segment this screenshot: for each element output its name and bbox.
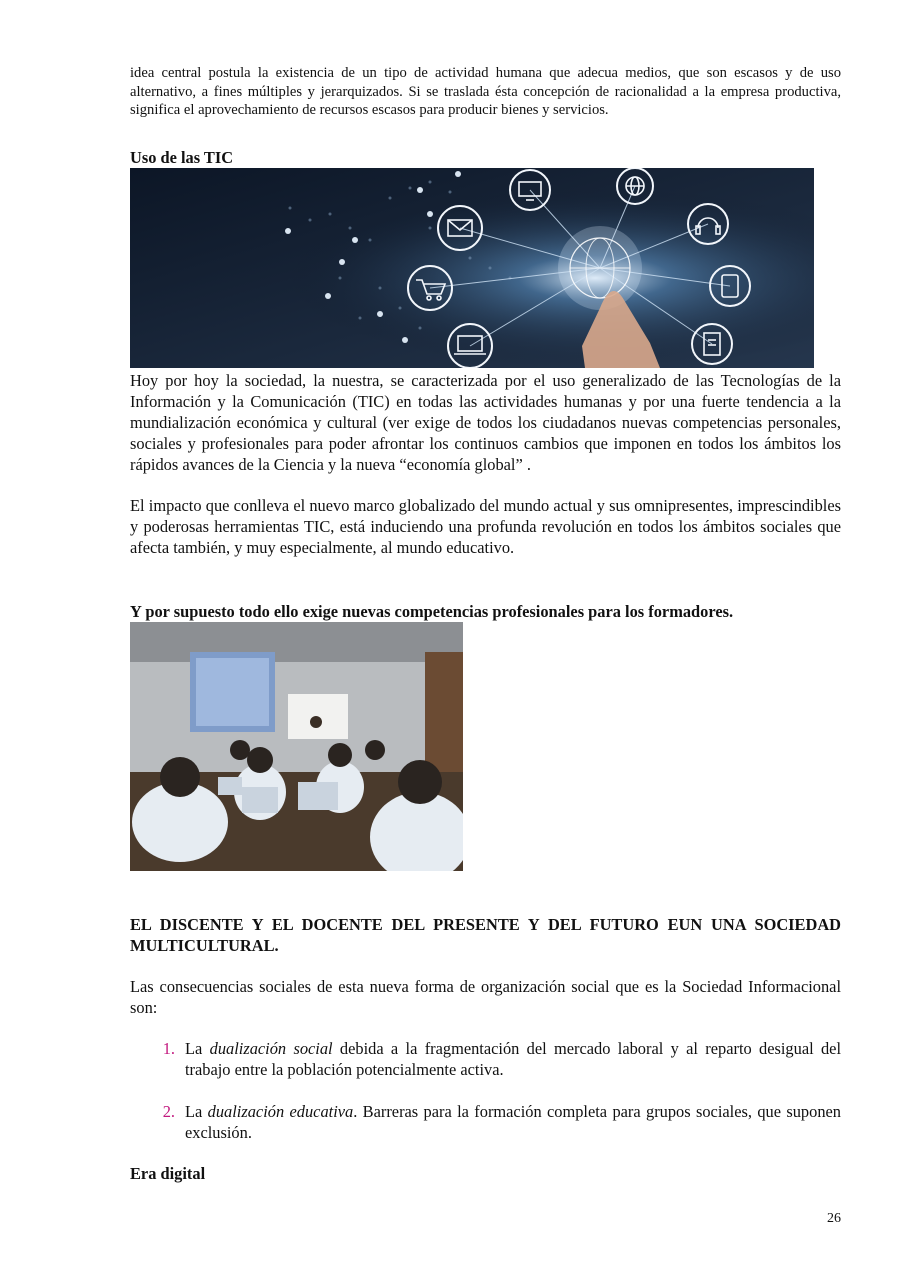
intro-paragraph: idea central postula la existencia de un tipo de actividad humana que adecua medios, que son escasos y de uso alternativo, a fines múltiples y jerarquizados. Si se traslada ésta concepción de racionalidad a la empresa productiva, significa el aprovechamiento de recursos escasos para producir bienes y servicios. bbox=[130, 65, 841, 118]
list-item-prefix: La bbox=[185, 1038, 210, 1058]
consequences-list bbox=[130, 1038, 841, 1143]
tic-network-image bbox=[130, 168, 814, 368]
list-number: 1. bbox=[162, 1038, 175, 1058]
heading-discente-docente: EL DISCENTE Y EL DOCENTE DEL PRESENTE Y DEL FUTURO EUN UNA SOCIEDAD MULTICULTURAL. bbox=[130, 914, 841, 955]
list-item-text: . Barreras para la formación completa para grupos sociales, que suponen exclusión. bbox=[185, 1101, 841, 1142]
list-item bbox=[130, 1101, 841, 1143]
list-item bbox=[130, 1038, 841, 1080]
paragraph-tic-1: Hoy por hoy la sociedad, la nuestra, se caracterizada por el uso generalizado de las Tecnologías de la Información y la Comunicación (TIC) en todas las actividades humanas y por una fuerte tendencia a la mundialización económica y cultural (ver exige de todos los ciudadanos nuevas competencias personales, sociales y profesionales para poder afrontar los continuos cambios que imponen en todos los ámbitos los rápidos avances de la Ciencia y la nueva “economía global” . bbox=[130, 370, 841, 474]
list-item-emphasis: dualización educativa bbox=[207, 1101, 354, 1121]
classroom-photo bbox=[130, 622, 463, 871]
paragraph-consecuencias: Las consecuencias sociales de esta nueva forma de organización social que es la Sociedad Informacional son: bbox=[130, 976, 841, 1017]
classroom-illustration bbox=[130, 622, 463, 871]
heading-uso-tic: Uso de las TIC bbox=[130, 147, 234, 167]
list-item-emphasis: dualización social bbox=[209, 1038, 333, 1058]
list-item-text: debida a la fragmentación del mercado laboral y al reparto desigual del trabajo entre la población potencialmente activa. bbox=[185, 1038, 841, 1079]
paragraph-tic-2: El impacto que conlleva el nuevo marco globalizado del mundo actual y sus omnipresentes, imprescindibles y poderosas herramientas TIC, está induciendo una profunda revolución en todos los ámbitos sociales que afecta también, y muy especialmente, al mundo educativo. bbox=[130, 495, 841, 557]
heading-era-digital: Era digital bbox=[130, 1163, 206, 1183]
list-item-prefix: La bbox=[185, 1101, 208, 1121]
heading-formadores: Y por supuesto todo ello exige nuevas competencias profesionales para los formadores. bbox=[130, 601, 734, 621]
tic-network-illustration bbox=[130, 168, 814, 368]
page-number: 26 bbox=[827, 1211, 841, 1226]
document-page bbox=[130, 64, 841, 1184]
list-number: 2. bbox=[162, 1101, 175, 1121]
